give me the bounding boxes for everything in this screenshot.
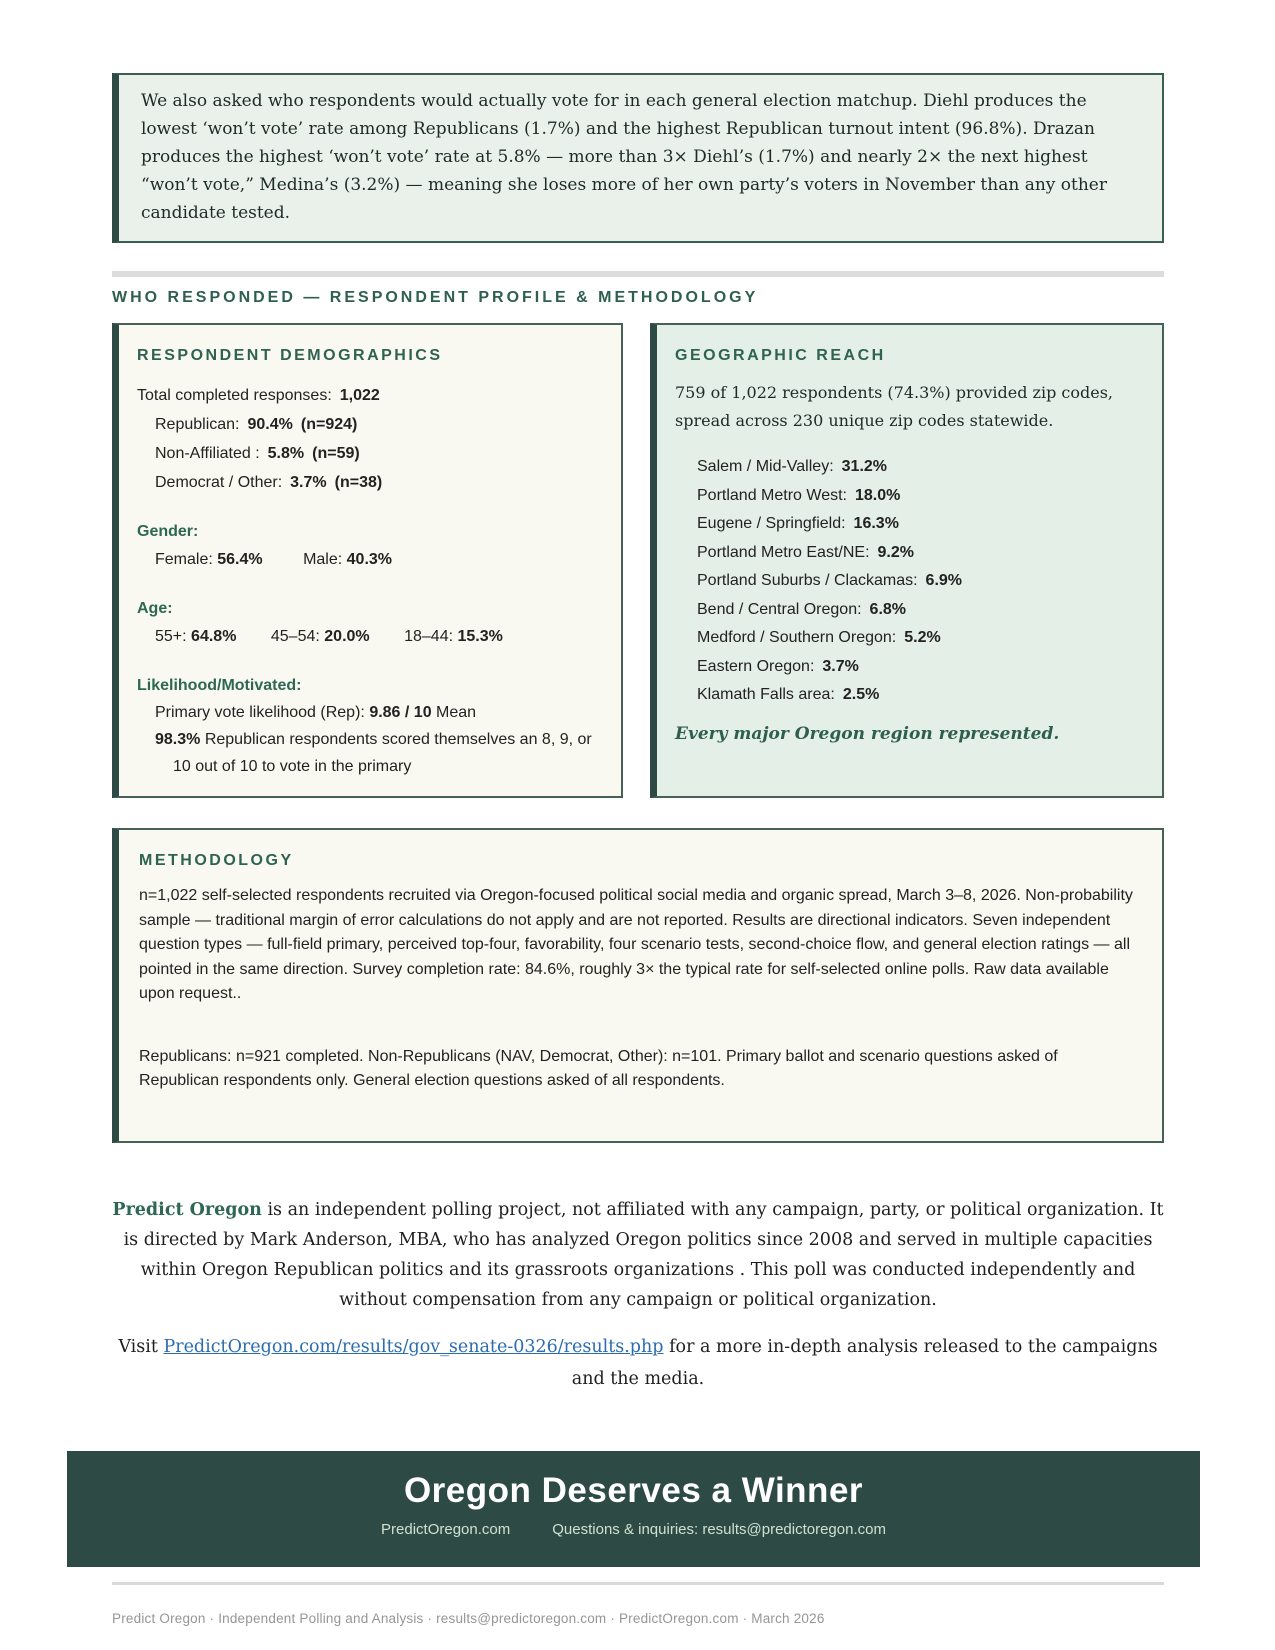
- geographic-footnote: Every major Oregon region represented.: [675, 723, 1060, 744]
- section-title: WHO RESPONDED — RESPONDENT PROFILE & METHODOLOGY: [112, 289, 759, 306]
- age-pair: 55+: 64.8%: [155, 628, 237, 645]
- summary-callout: [112, 73, 1164, 243]
- gender-pair: Male: 40.3%: [303, 551, 393, 568]
- total-responses-row: Total completed responses: 1,022: [137, 387, 380, 404]
- likelihood-row-1: Primary vote likelihood (Rep): 9.86 / 10 Mean: [155, 704, 477, 721]
- likelihood-row-2: 98.3% Republican respondents scored themselves an 8, 9, or 10 out of 10 to vote in the primary: [155, 731, 592, 775]
- region-row: Bend / Central Oregon: 6.8%: [697, 600, 907, 618]
- gender-row: [155, 545, 603, 574]
- party-row: Republican: 90.4% (n=924): [155, 416, 358, 433]
- methodology-paragraph-1: n=1,022 self-selected respondents recruited via Oregon-focused political social media and organic spread, March 3–8, 2026. Non-probability sample — traditional margin of error calculations do not apply and are not reported. Results are directional indicators. Seven independent question types — full-field primary, perceived top-four, favorability, four scenario tests, second-choice flow, and general election ratings — all pointed in the same direction. Survey completion rate: 84.6%, roughly 3× the typical rate for self-selected online polls. Raw data available upon request..: [139, 887, 1133, 1002]
- methodology-panel: [112, 828, 1164, 1143]
- link-line: [112, 1331, 1164, 1395]
- party-breakdown: [155, 410, 603, 497]
- demographics-title: RESPONDENT DEMOGRAPHICS: [137, 347, 443, 364]
- likelihood-heading: Likelihood/Motivated:: [137, 677, 302, 694]
- gender-pair: Female: 56.4%: [155, 551, 263, 568]
- banner-subline: [67, 1521, 1200, 1538]
- banner: [67, 1451, 1200, 1567]
- geographic-title: GEOGRAPHIC REACH: [675, 347, 886, 364]
- about-text: is an independent polling project, not affiliated with any campaign, party, or political organization. It is directed by Mark Anderson, MBA, who has analyzed Oregon politics since 2008 and served in multiple capacities within Oregon Republican politics and its grassroots organizations . This poll was conducted independently and without compensation from any campaign or political organization.: [123, 1200, 1164, 1310]
- gender-heading: Gender:: [137, 523, 199, 540]
- about-lead: Predict Oregon: [112, 1200, 262, 1220]
- footer-rule: [112, 1582, 1164, 1585]
- banner-title: Oregon Deserves a Winner: [403, 1471, 864, 1510]
- banner-inquiries: Questions & inquiries: results@predictoregon.com: [552, 1521, 886, 1538]
- section-divider: [112, 271, 1164, 277]
- age-row: [155, 622, 603, 651]
- region-row: Portland Suburbs / Clackamas: 6.9%: [697, 572, 963, 589]
- region-row: Eugene / Springfield: 16.3%: [697, 515, 899, 532]
- profile-boxes: [112, 323, 1164, 798]
- results-link[interactable]: PredictOregon.com/results/gov_senate-0326/results.php: [163, 1337, 664, 1357]
- footer-line: Predict Oregon · Independent Polling and Analysis · results@predictoregon.com · PredictOregon.com · March 2026: [112, 1611, 825, 1626]
- geographic-panel: [650, 323, 1164, 798]
- age-heading: Age:: [137, 600, 173, 617]
- region-row: Salem / Mid-Valley: 31.2%: [697, 458, 888, 475]
- link-suffix: for a more in-depth analysis released to the campaigns and the media.: [571, 1337, 1158, 1389]
- region-row: Klamath Falls area: 2.5%: [697, 686, 880, 703]
- methodology-title: METHODOLOGY: [139, 852, 294, 869]
- region-list: [697, 453, 1144, 710]
- region-row: Portland Metro West: 18.0%: [697, 486, 901, 504]
- age-pair: 18–44: 15.3%: [404, 628, 503, 645]
- age-pair: 45–54: 20.0%: [270, 628, 370, 645]
- region-row: Portland Metro East/NE: 9.2%: [697, 543, 914, 561]
- party-row: Democrat / Other: 3.7% (n=38): [155, 474, 383, 491]
- about-paragraph: [112, 1195, 1164, 1315]
- methodology-paragraph-2: Republicans: n=921 completed. Non-Republicans (NAV, Democrat, Other): n=101. Primary ballot and scenario questions asked of Republican respondents only. General election questions asked of all respondents.: [139, 1047, 1058, 1089]
- link-prefix: Visit: [118, 1337, 164, 1357]
- party-row: Non-Affiliated : 5.8% (n=59): [155, 445, 360, 462]
- region-row: Medford / Southern Oregon: 5.2%: [697, 629, 941, 646]
- demographics-panel: [112, 323, 623, 798]
- banner-site: PredictOregon.com: [381, 1521, 511, 1538]
- geographic-intro: 759 of 1,022 respondents (74.3%) provided zip codes, spread across 230 unique zip codes statewide.: [675, 383, 1113, 430]
- region-row: Eastern Oregon: 3.7%: [697, 657, 859, 675]
- summary-callout-text: We also asked who respondents would actually vote for in each general election matchup. Diehl produces the lowest ‘won’t vote’ rate among Republicans (1.7%) and the highest Republican turnout intent (96.8%). Drazan produces the highest ‘won’t vote’ rate at 5.8% — more than 3× Diehl’s (1.7%) and nearly 2× the next highest “won’t vote,” Medina’s (3.2%) — meaning she loses more of her own party’s voters in November than any other candidate tested.: [141, 91, 1107, 223]
